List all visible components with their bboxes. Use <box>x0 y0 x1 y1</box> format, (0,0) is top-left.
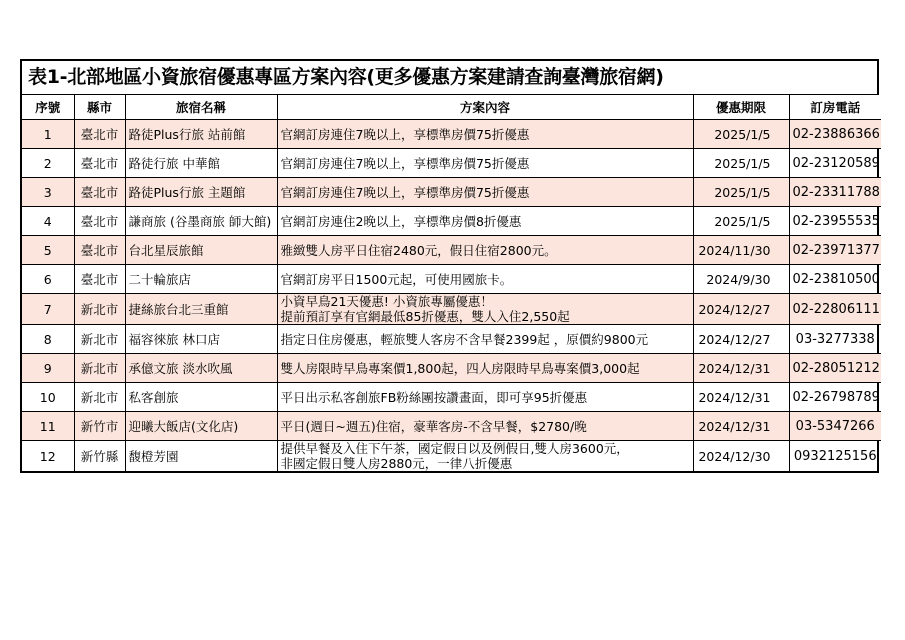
table-row <box>22 325 881 354</box>
cell-no: 6 <box>22 265 74 294</box>
content-line: 提供早餐及入住下午茶，國定假日以及例假日,雙人房3600元， <box>280 441 629 456</box>
cell-phone: 02-22806111 <box>789 294 881 325</box>
cell-city: 新北市 <box>74 354 125 383</box>
cell-content <box>277 207 693 236</box>
cell-hotel: 謙商旅 (谷墨商旅 師大館) <box>125 207 277 236</box>
cell-hotel: 承億文旅 淡水吹風 <box>125 354 277 383</box>
cell-content <box>277 120 693 149</box>
header-city: 縣市 <box>74 95 125 120</box>
content-line: 平日(週日~週五)住宿，豪華客房-不含早餐，$2780/晚 <box>280 418 587 434</box>
cell-phone: 02-23120589 <box>789 149 881 178</box>
cell-no: 1 <box>22 120 74 149</box>
header-row <box>22 95 881 120</box>
content-line: 官網訂房平日1500元起，可使用國旅卡。 <box>280 271 513 287</box>
cell-no: 11 <box>22 412 74 441</box>
cell-phone: 02-23955535 <box>789 207 881 236</box>
cell-phone: 03-5347266 <box>789 412 881 441</box>
cell-deadline: 2024/9/30 <box>693 265 789 294</box>
cell-content <box>277 325 693 354</box>
cell-hotel: 福容徠旅 林口店 <box>125 325 277 354</box>
cell-hotel: 捷絲旅台北三重館 <box>125 294 277 325</box>
cell-phone: 02-23886366 <box>789 120 881 149</box>
header-content: 方案內容 <box>277 95 693 120</box>
cell-content <box>277 265 693 294</box>
cell-deadline: 2024/12/27 <box>693 294 789 325</box>
cell-hotel: 迎曦大飯店(文化店) <box>125 412 277 441</box>
content-line: 小資早鳥21天優惠! 小資旅專屬優惠！ <box>280 294 493 309</box>
cell-deadline: 2024/12/31 <box>693 383 789 412</box>
content-line: 官網訂房連住7晚以上，享標準房價75折優惠 <box>280 155 530 171</box>
table-row <box>22 265 881 294</box>
sheet-title: 表1-北部地區小資旅宿優惠專區方案內容(更多優惠方案建請查詢臺灣旅宿網) <box>22 61 877 95</box>
cell-hotel: 私客創旅 <box>125 383 277 412</box>
cell-content <box>277 236 693 265</box>
table-row <box>22 412 881 441</box>
table-row <box>22 354 881 383</box>
promotion-table <box>22 95 881 471</box>
cell-phone: 02-28051212 <box>789 354 881 383</box>
cell-phone: 02-23971377 <box>789 236 881 265</box>
content-line: 官網訂房連住7晚以上，享標準房價75折優惠 <box>280 126 530 142</box>
cell-no: 7 <box>22 294 74 325</box>
cell-content <box>277 412 693 441</box>
cell-no: 5 <box>22 236 74 265</box>
cell-city: 臺北市 <box>74 265 125 294</box>
cell-no: 9 <box>22 354 74 383</box>
cell-no: 4 <box>22 207 74 236</box>
table-row <box>22 294 881 325</box>
content-line: 官網訂房連住7晚以上，享標準房價75折優惠 <box>280 184 530 200</box>
table-row <box>22 236 881 265</box>
cell-phone: 02-23810500 <box>789 265 881 294</box>
table-row <box>22 149 881 178</box>
table-row <box>22 383 881 412</box>
cell-content <box>277 441 693 472</box>
content-line: 提前預訂享有官網最低85折優惠，雙人入住2,550起 <box>280 309 570 324</box>
cell-deadline: 2024/12/31 <box>693 354 789 383</box>
table-row <box>22 178 881 207</box>
header-no: 序號 <box>22 95 74 120</box>
cell-city: 臺北市 <box>74 207 125 236</box>
cell-hotel: 路徒Plus行旅 主題館 <box>125 178 277 207</box>
cell-city: 臺北市 <box>74 236 125 265</box>
cell-no: 12 <box>22 441 74 472</box>
content-line: 雙人房限時早鳥專案價1,800起，四人房限時早鳥專案價3,000起 <box>280 360 640 376</box>
cell-phone: 02-23311788 <box>789 178 881 207</box>
cell-city: 新北市 <box>74 383 125 412</box>
cell-city: 臺北市 <box>74 120 125 149</box>
cell-city: 臺北市 <box>74 149 125 178</box>
cell-content <box>277 149 693 178</box>
cell-deadline: 2025/1/5 <box>693 120 789 149</box>
cell-deadline: 2024/11/30 <box>693 236 789 265</box>
cell-phone: 02-26798789 <box>789 383 881 412</box>
content-line: 非國定假日雙人房2880元，一律八折優惠 <box>280 456 513 471</box>
cell-phone: 0932125156 <box>789 441 881 472</box>
cell-no: 10 <box>22 383 74 412</box>
cell-deadline: 2024/12/27 <box>693 325 789 354</box>
table-row <box>22 207 881 236</box>
cell-content <box>277 383 693 412</box>
promotion-sheet <box>20 59 879 473</box>
cell-city: 新竹市 <box>74 412 125 441</box>
header-phone: 訂房電話 <box>789 95 881 120</box>
cell-hotel: 路徒Plus行旅 站前館 <box>125 120 277 149</box>
cell-city: 新北市 <box>74 294 125 325</box>
content-line: 指定日住房優惠，輕旅雙人客房不含早餐2399起 ，原價約9800元 <box>280 331 649 347</box>
cell-deadline: 2025/1/5 <box>693 207 789 236</box>
cell-deadline: 2025/1/5 <box>693 178 789 207</box>
cell-no: 8 <box>22 325 74 354</box>
cell-content <box>277 294 693 325</box>
cell-no: 2 <box>22 149 74 178</box>
cell-city: 臺北市 <box>74 178 125 207</box>
cell-no: 3 <box>22 178 74 207</box>
header-deadline: 優惠期限 <box>693 95 789 120</box>
cell-hotel: 馥橙芳園 <box>125 441 277 472</box>
cell-hotel: 路徒行旅 中華館 <box>125 149 277 178</box>
cell-content <box>277 178 693 207</box>
content-line: 官網訂房連住2晚以上，享標準房價8折優惠 <box>280 213 522 229</box>
content-line: 平日出示私客創旅FB粉絲團按讚畫面，即可享95折優惠 <box>280 389 588 405</box>
cell-deadline: 2025/1/5 <box>693 149 789 178</box>
content-line: 雅緻雙人房平日住宿2480元，假日住宿2800元。 <box>280 242 557 258</box>
table-row <box>22 441 881 472</box>
cell-hotel: 二十輪旅店 <box>125 265 277 294</box>
cell-city: 新竹縣 <box>74 441 125 472</box>
cell-deadline: 2024/12/31 <box>693 412 789 441</box>
cell-hotel: 台北星辰旅館 <box>125 236 277 265</box>
cell-deadline: 2024/12/30 <box>693 441 789 472</box>
cell-phone: 03-3277338 <box>789 325 881 354</box>
header-hotel: 旅宿名稱 <box>125 95 277 120</box>
table-row <box>22 120 881 149</box>
cell-content <box>277 354 693 383</box>
cell-city: 新北市 <box>74 325 125 354</box>
